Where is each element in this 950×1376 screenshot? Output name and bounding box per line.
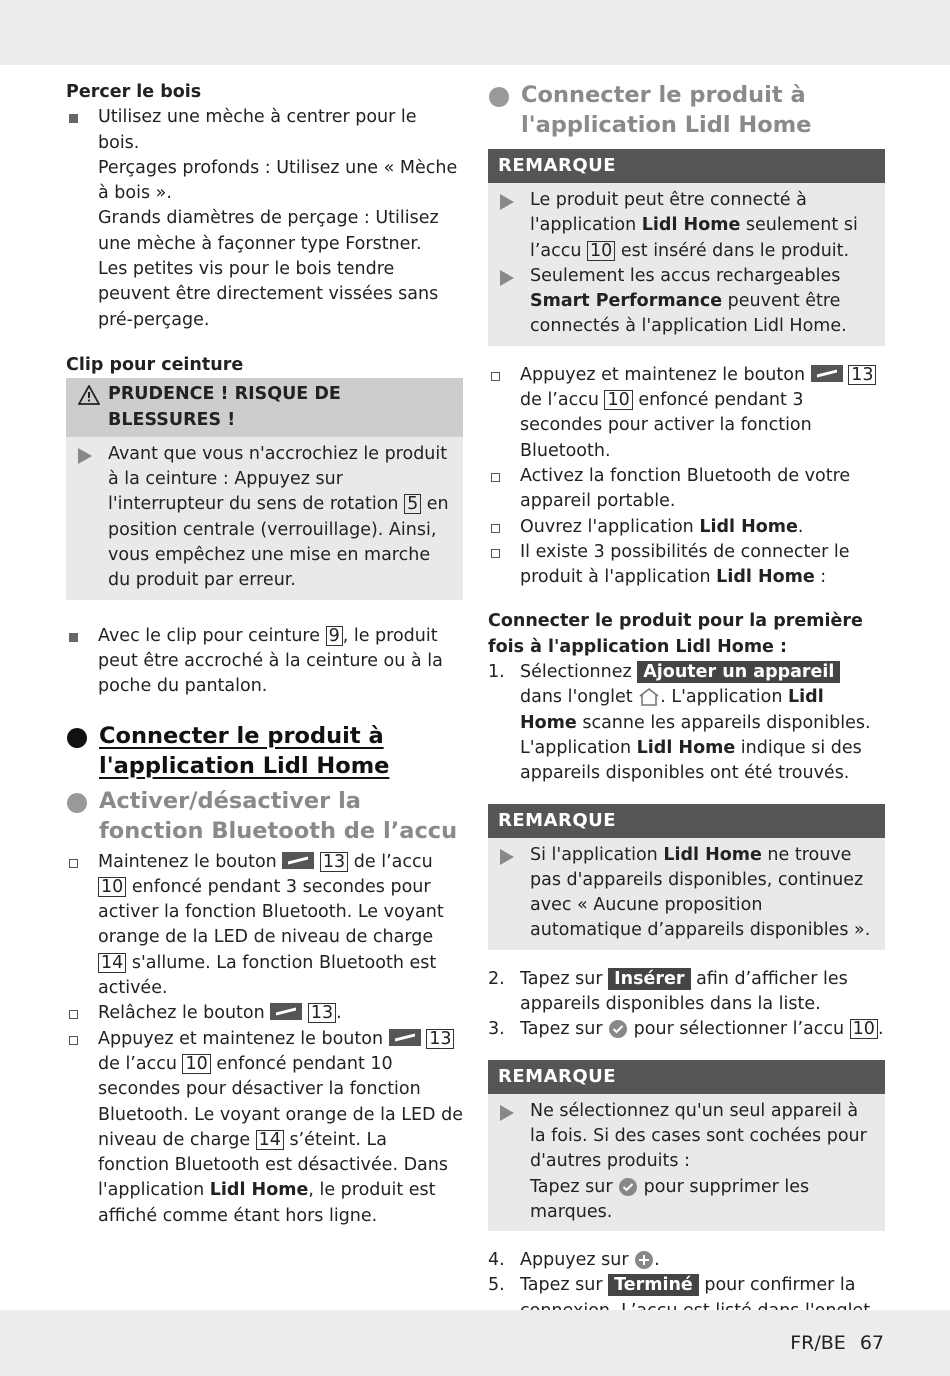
clip-title: Clip pour ceinture bbox=[66, 354, 244, 375]
list-item: Il existe 3 possibilités de connecter le produit à l'application Lidl Home : bbox=[488, 540, 885, 591]
right-column bbox=[488, 80, 885, 1349]
home-tab-icon bbox=[638, 687, 660, 707]
page-number: 67 bbox=[859, 1332, 884, 1354]
numbered-step: 4. Appuyez sur . bbox=[488, 1250, 660, 1271]
list-item: Relâchez le bouton 13 . bbox=[66, 1001, 463, 1026]
section-heading-connect-right: Connecter le produit à l'application Lidl Home bbox=[488, 80, 885, 140]
plus-circle-icon bbox=[634, 1250, 654, 1270]
numbered-step: 5. Tapez sur Terminé pour confirmer la bbox=[488, 1273, 885, 1349]
remark-item: Seulement les accus rechargeables Smart Performance peuvent être connectés à l'application Lidl Home. bbox=[498, 264, 875, 340]
list-item: Perçages profonds : Utilisez une « Mèche à bois ». Grands diamètres de perçage : Utilisez une mèche à façonner type Forstner. Les petites vis pour le bois tendre peuvent être directement vissées sans pré-perçage. bbox=[98, 157, 458, 330]
list-item: Activez la fonction Bluetooth de votre appareil portable. bbox=[488, 464, 885, 515]
list-item: Appuyez et maintenez le bouton 13 de l’accu 10 enfoncé pendant 3 secondes pour activer la fonction Bluetooth. bbox=[488, 363, 885, 464]
section-heading-bluetooth: Activer/désactiver la fonction Bluetooth de l’accu bbox=[66, 786, 463, 846]
section-heading-connect: Connecter le produit à l'application Lidl Home bbox=[66, 721, 463, 781]
header-band bbox=[0, 0, 950, 65]
ref-number: 5 bbox=[404, 494, 421, 514]
list-item: Utilisez une mèche à centrer pour le bois. bbox=[66, 105, 463, 156]
remark-box bbox=[488, 1060, 885, 1231]
remark-heading: REMARQUE bbox=[488, 149, 885, 183]
page-footer bbox=[790, 1331, 884, 1356]
bluetooth-button-icon bbox=[282, 852, 314, 869]
language-code: FR/BE bbox=[790, 1332, 846, 1354]
check-circle-icon bbox=[608, 1019, 628, 1039]
first-connection-title: Connecter le produit pour la première fois à l'application Lidl Home : bbox=[488, 611, 863, 657]
numbered-step: 2. Tapez sur Insérer afin d’afficher les appareils disponibles dans la liste. bbox=[488, 968, 848, 1015]
ui-label-insert: Insérer bbox=[608, 968, 690, 990]
ui-label-add-device: Ajouter un appareil bbox=[637, 661, 840, 683]
remark-box bbox=[488, 804, 885, 950]
list-item: Ouvrez l'application Lidl Home. bbox=[488, 515, 885, 540]
remark-heading: REMARQUE bbox=[488, 1060, 885, 1094]
remark-item: Si l'application Lidl Home ne trouve pas d'appareils disponibles, continuez avec « Aucune proposition automatique d’appareils disponibles ». bbox=[498, 843, 875, 944]
bullet-dot bbox=[67, 793, 87, 813]
caution-heading: PRUDENCE ! RISQUE DE BLESSURES ! bbox=[66, 378, 463, 437]
remark-box bbox=[488, 149, 885, 346]
percer-title: Percer le bois bbox=[66, 82, 202, 102]
numbered-step: 1. Sélectionnez Ajouter un appareil dans l'onglet . L'application Lidl Home scanne les appareils disponibles. L'application Lidl Home indique si des appareils disponibles ont été trouvés. bbox=[488, 662, 871, 784]
remark-item: Ne sélectionnez qu'un seul appareil à la fois. Si des cases sont cochées pour d'autres produits : Tapez sur pour supprimer les marques. bbox=[498, 1099, 875, 1225]
list-item: Appuyez et maintenez le bouton 13 de l’accu 10 enfoncé pendant 10 secondes pour désactiver la fonction Bluetooth. Le voyant orange de la LED de niveau de charge 14 s’éteint. La fonction Bluetooth est désactivée. Dans l'application Lidl Home, le produit est affiché comme étant hors ligne. bbox=[66, 1027, 463, 1229]
ref-number: 9 bbox=[326, 626, 343, 646]
bluetooth-button-icon bbox=[389, 1029, 421, 1046]
ui-label-done: Terminé bbox=[608, 1274, 699, 1296]
list-item: Avec le clip pour ceinture 9 , le produit peut être accroché à la ceinture ou à la poche du pantalon. bbox=[66, 624, 463, 700]
bluetooth-button-icon bbox=[270, 1003, 302, 1020]
caution-box bbox=[66, 378, 463, 599]
left-column bbox=[66, 80, 463, 1229]
warning-triangle-icon bbox=[78, 385, 100, 405]
remark-item: Le produit peut être connecté à l'application Lidl Home seulement si l’accu 10 est inséré dans le produit. bbox=[498, 188, 875, 264]
list-item: Maintenez le bouton 13 de l’accu 10 enfoncé pendant 3 secondes pour activer la fonction Bluetooth. Le voyant orange de la LED de niveau de charge 14 s'allume. La fonction Bluetooth est activée. bbox=[66, 850, 463, 1002]
caution-item: Avant que vous n'accrochiez le produit à la ceinture : Appuyez sur l'interrupteur du sens de rotation 5 en position centrale (verrouillage). Ainsi, vous empêchez une mise en marche du produit par erreur. bbox=[76, 442, 453, 594]
bullet-dot bbox=[67, 728, 87, 748]
bullet-dot bbox=[489, 87, 509, 107]
bluetooth-button-icon bbox=[811, 365, 843, 382]
check-circle-icon bbox=[618, 1177, 638, 1197]
remark-heading: REMARQUE bbox=[488, 804, 885, 838]
numbered-step: 3. Tapez sur pour sélectionner l’accu 10 . bbox=[488, 1019, 884, 1040]
